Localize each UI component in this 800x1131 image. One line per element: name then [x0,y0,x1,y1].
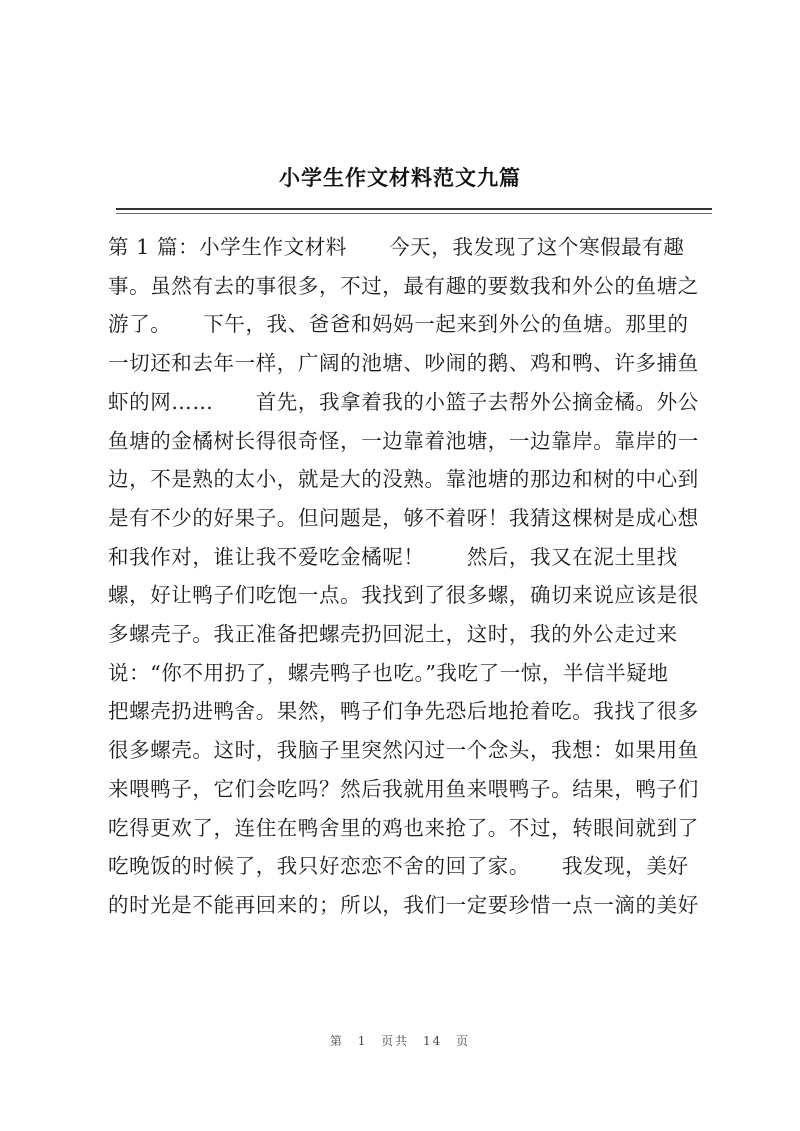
body-line: 说：“你不用扔了，螺壳鸭子也吃。”我吃了一惊，半信半疑地 [108,660,669,685]
body-line: 第 1 篇：小学生作文材料 今天，我发现了这个寒假最有趣 [108,235,685,259]
body-line: 是有不少的好果子。但问题是，够不着呀！我猜这棵树是成心想 [108,505,699,530]
body-line: 和我作对，谁让我不爱吃金橘呢！ 然后，我又在泥土里找 [108,544,678,569]
footer-page-number: 1 [357,1034,368,1048]
body-line: 虾的网…… 首先，我拿着我的小篮子去帮外公摘金橘。外公 [108,389,699,414]
body-line: 很多螺壳。这时，我脑子里突然闪过一个念头，我想：如果用鱼 [108,738,699,763]
footer-middle: 页共 [381,1034,410,1048]
page-footer [0,1032,800,1049]
body-line: 多螺壳子。我正准备把螺壳扔回泥土，这时，我的外公走过来 [108,622,678,647]
footer-suffix: 页 [456,1034,471,1048]
body-line: 鱼塘的金橘树长得很奇怪，一边靠着池塘，一边靠岸。靠岸的一 [108,428,699,453]
body-line: 来喂鸭子，它们会吃吗？然后我就用鱼来喂鸭子。结果，鸭子们 [108,776,699,801]
document-body [108,228,710,925]
body-line: 把螺壳扔进鸭舍。果然，鸭子们争先恐后地抢着吃。我找了很多 [108,699,699,724]
body-line: 的时光是不能再回来的；所以，我们一定要珍惜一点一滴的美好 [108,892,699,917]
page-title: 小学生作文材料范文九篇 [279,165,521,190]
body-line: 边，不是熟的太小，就是大的没熟。靠池塘的那边和树的中心到 [108,467,699,492]
body-line: 螺，好让鸭子们吃饱一点。我找到了很多螺，确切来说应该是很 [108,583,699,608]
footer-total-pages: 14 [423,1034,443,1048]
title-divider [116,208,712,210]
body-line: 一切还和去年一样，广阔的池塘、吵闹的鹅、鸡和鸭、许多捕鱼 [108,351,699,376]
title-divider-thin [116,213,712,214]
body-line: 吃得更欢了，连住在鸭舍里的鸡也来抢了。不过，转眼间就到了 [108,815,699,840]
footer-prefix: 第 [329,1034,344,1048]
body-line: 吃晚饭的时候了，我只好恋恋不舍的回了家。 我发现，美好 [108,854,689,879]
body-line: 游了。 下午，我、爸爸和妈妈一起来到外公的鱼塘。那里的 [108,312,689,337]
body-line: 事。虽然有去的事很多，不过，最有趣的要数我和外公的鱼塘之 [108,273,699,298]
